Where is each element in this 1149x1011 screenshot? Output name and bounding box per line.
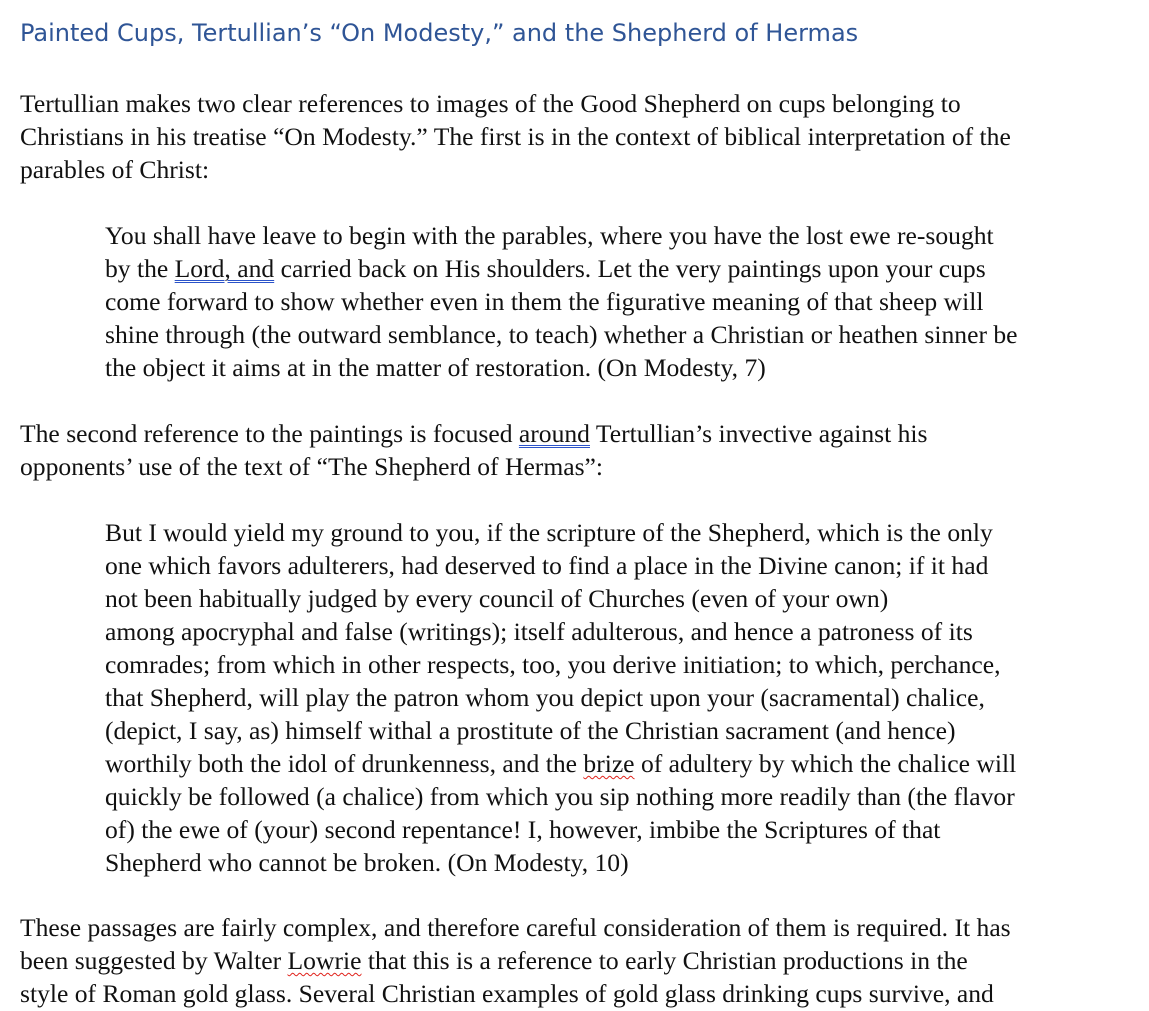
quote-2-line-8 bbox=[105, 747, 1016, 780]
quote-1-line-2 bbox=[105, 252, 986, 285]
paragraph-1-line-2: Christians in his treatise “On Modesty.” The first is in the context of biblical interpretation of the bbox=[20, 122, 1011, 151]
paragraph-1-line-3: parables of Christ: bbox=[20, 155, 210, 184]
paragraph-3-line-2-start: been suggested by Walter bbox=[20, 946, 288, 975]
document-heading: Painted Cups, Tertullian’s “On Modesty,” and the Shepherd of Hermas bbox=[20, 19, 859, 47]
quote-2-line-1: But I would yield my ground to you, if the scripture of the Shepherd, which is the only bbox=[105, 518, 993, 547]
quote-2-line-9: quickly be followed (a chalice) from which you sip nothing more readily than (the flavor bbox=[105, 782, 1015, 811]
quote-2-line-5: comrades; from which in other respects, too, you derive initiation; to which, perchance, bbox=[105, 650, 1001, 679]
quote-1-line-2-end: carried back on His shoulders. Let the very paintings upon your cups bbox=[274, 254, 986, 283]
quote-2-line-11: Shepherd who cannot be broken. (On Modesty, 10) bbox=[105, 848, 629, 877]
spelling-flagged-text[interactable]: Lowrie bbox=[287, 946, 362, 975]
quote-2-line-7: (depict, I say, as) himself withal a prostitute of the Christian sacrament (and hence) bbox=[105, 716, 956, 745]
grammar-flagged-text[interactable]: around bbox=[518, 419, 590, 448]
paragraph-3-line-2-end: that this is a reference to early Christian productions in the bbox=[361, 946, 968, 975]
quote-2-line-3: not been habitually judged by every council of Churches (even of your own) bbox=[105, 584, 889, 613]
paragraph-2-line-1 bbox=[20, 417, 927, 450]
quote-1-line-4: shine through (the outward semblance, to teach) whether a Christian or heathen sinner be bbox=[105, 320, 1018, 349]
quote-2-line-8-start: worthily both the idol of drunkenness, and the bbox=[105, 749, 584, 778]
paragraph-2-line-1-start: The second reference to the paintings is focused bbox=[20, 419, 519, 448]
grammar-flagged-text[interactable]: Lord, and bbox=[174, 254, 275, 283]
paragraph-3-line-1: These passages are fairly complex, and therefore careful consideration of them is required. It has bbox=[20, 913, 1011, 942]
quote-1-line-5: the object it aims at in the matter of restoration. (On Modesty, 7) bbox=[105, 353, 766, 382]
quote-2-line-2: one which favors adulterers, had deserved to find a place in the Divine canon; if it had bbox=[105, 551, 989, 580]
paragraph-3-line-2 bbox=[20, 944, 968, 977]
quote-2-line-4: among apocryphal and false (writings); itself adulterous, and hence a patroness of its bbox=[105, 617, 973, 646]
paragraph-2-line-2: opponents’ use of the text of “The Shepherd of Hermas”: bbox=[20, 452, 604, 481]
spelling-flagged-text[interactable]: brize bbox=[583, 749, 635, 778]
quote-1-line-1: You shall have leave to begin with the parables, where you have the lost ewe re-sought bbox=[105, 221, 994, 250]
paragraph-2-line-1-end: Tertullian’s invective against his bbox=[589, 419, 928, 448]
paragraph-3-line-3: style of Roman gold glass. Several Christian examples of gold glass drinking cups survive, and bbox=[20, 979, 994, 1008]
paragraph-1-line-1: Tertullian makes two clear references to images of the Good Shepherd on cups belonging to bbox=[20, 89, 961, 118]
quote-2-line-6: that Shepherd, will play the patron whom you depict upon your (sacramental) chalice, bbox=[105, 683, 985, 712]
quote-2-line-10: of) the ewe of (your) second repentance! I, however, imbibe the Scriptures of that bbox=[105, 815, 941, 844]
quote-1-line-3: come forward to show whether even in them the figurative meaning of that sheep will bbox=[105, 287, 984, 316]
quote-1-line-2-start: by the bbox=[105, 254, 175, 283]
quote-2-line-8-end: of adultery by which the chalice will bbox=[634, 749, 1017, 778]
